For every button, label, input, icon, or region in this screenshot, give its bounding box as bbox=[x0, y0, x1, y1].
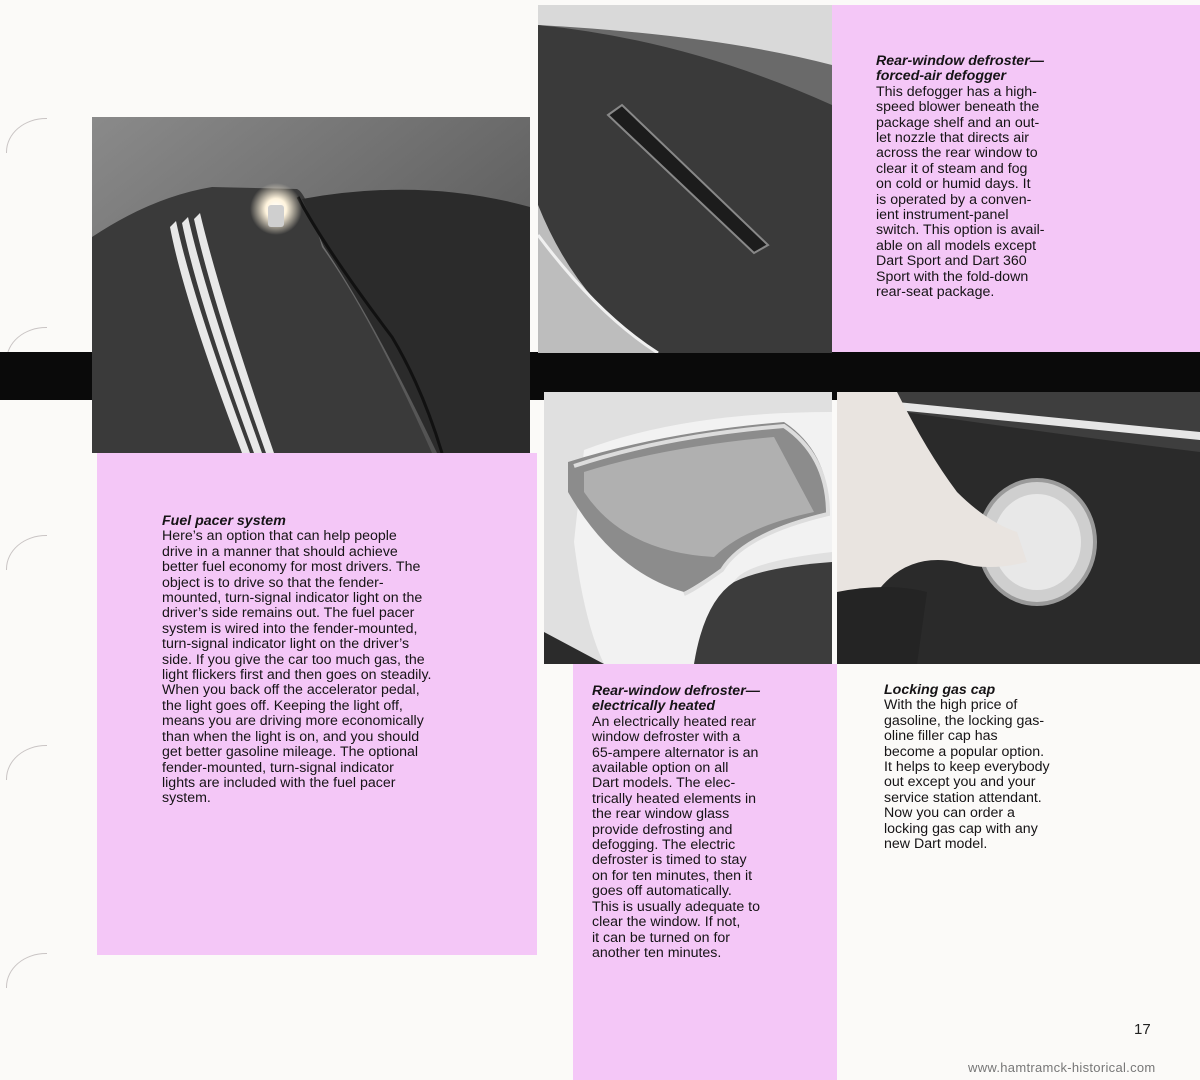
fender-light-photo bbox=[92, 117, 530, 453]
fender-light-illustration bbox=[92, 117, 530, 453]
forced-air-body: This defogger has a high- speed blower beneath the package shelf and an out- let nozzle that directs air across the rear window to clear it of steam and fog on cold or humid days. It is operated by a conven- ient instrument-panel switch. This option is avail- able on all models except Dart Sport and Dart 360 Sport with the fold-down rear-seat package. bbox=[876, 83, 1045, 301]
vent-illustration bbox=[538, 5, 832, 353]
gas-cap-body: With the high price of gasoline, the locking gas- oline filler cap has become a popular option. It helps to keep everybody out except you and your service station attendant. Now you can order a locking gas cap with any new Dart model. bbox=[884, 697, 1050, 853]
rear-window-photo bbox=[544, 392, 832, 664]
forced-air-panel bbox=[832, 5, 1200, 352]
gas-cap-text bbox=[884, 683, 1124, 852]
fuel-pacer-panel bbox=[97, 453, 537, 955]
electric-panel bbox=[573, 664, 837, 1080]
electric-body: An electrically heated rear window defroster with a 65-ampere alternator is an available option on all Dart models. The elec- trically heated elements in the rear window glass provide defrosting and defogging. The electric defroster is timed to stay on for ten minutes, then it goes off automatically. This is usually adequate to clear the window. If not, it can be turned on for another ten minutes. bbox=[592, 713, 760, 961]
page-number: 17 bbox=[1134, 1021, 1151, 1038]
package-shelf-vent-photo bbox=[538, 5, 832, 353]
fuel-pacer-text bbox=[162, 514, 532, 807]
electric-text bbox=[592, 684, 832, 961]
forced-air-text bbox=[876, 54, 1176, 301]
gas-cap-illustration bbox=[837, 392, 1200, 664]
gas-cap-heading: Locking gas cap bbox=[884, 682, 996, 698]
electric-heading: Rear-window defroster— electrically heated bbox=[592, 683, 760, 715]
source-credit: www.hamtramck-historical.com bbox=[968, 1060, 1156, 1075]
fuel-pacer-heading: Fuel pacer system bbox=[162, 513, 286, 529]
rear-window-illustration bbox=[544, 392, 832, 664]
binder-hole bbox=[6, 535, 47, 570]
gas-cap-photo bbox=[837, 392, 1200, 664]
binder-hole bbox=[6, 118, 47, 153]
binder-hole bbox=[6, 745, 47, 780]
forced-air-heading: Rear-window defroster— forced-air defogger bbox=[876, 53, 1044, 85]
fuel-pacer-body: Here’s an option that can help people drive in a manner that should achieve better fuel economy for most drivers. The object is to drive so that the fender- mounted, turn-signal indicator light on the driver’s side remains out. The fuel pacer system is wired into the fender-mounted, turn-signal indicator light on the driver’s side. If you give the car too much gas, the light flickers first and then goes on steadily. When you back off the accelerator pedal, the light goes off. Keeping the light off, means you are driving more economically than when the light is on, and you should get better gasoline mileage. The optional fender-mounted, turn-signal indicator lights are included with the fuel pacer system. bbox=[162, 528, 432, 807]
binder-hole bbox=[6, 953, 47, 988]
